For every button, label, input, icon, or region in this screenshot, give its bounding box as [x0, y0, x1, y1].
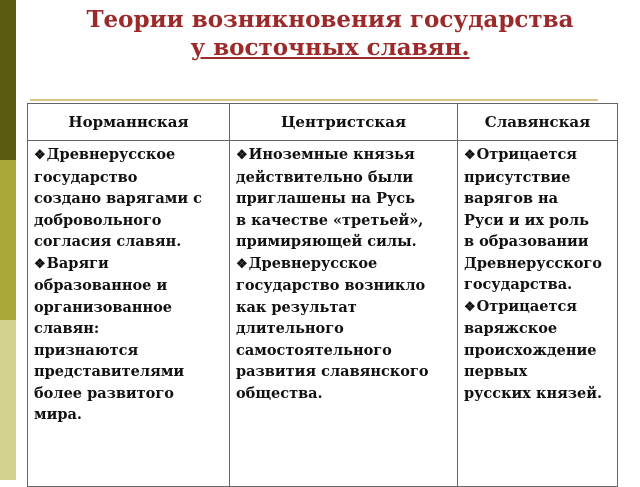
- list-item: [464, 144, 613, 296]
- diamond-dots-bullet-icon: ❖: [34, 256, 46, 272]
- list-item-text: Отрицается присутствие варягов на Руси и их роль в образовании Древнерусского государства.: [464, 146, 602, 293]
- title-divider: [30, 99, 598, 101]
- slide-title-line-2: у восточных славян.: [190, 34, 470, 61]
- list-item: [34, 144, 225, 253]
- table-header-row: [28, 104, 618, 141]
- column-header-slavic: Славянская: [458, 104, 618, 141]
- list-item: [236, 253, 453, 405]
- diamond-dots-bullet-icon: ❖: [464, 299, 476, 315]
- diamond-dots-bullet-icon: ❖: [236, 256, 248, 272]
- list-item-text: Варяги образованное и организованное славян: признаются представителями более развитого мира.: [34, 254, 185, 423]
- diamond-dots-bullet-icon: ❖: [34, 148, 46, 163]
- list-item: [34, 253, 225, 426]
- decorative-side-bar-middle: [0, 160, 16, 320]
- list-item-text: Иноземные князья действительно были приглашены на Русь в качестве «третьей», примиряющей силы.: [236, 146, 424, 250]
- slavic-theory-cell: [458, 141, 618, 487]
- column-header-norman: Норманнская: [28, 104, 230, 141]
- diamond-dots-bullet-icon: ❖: [236, 148, 248, 163]
- decorative-side-bar-top: [0, 0, 16, 160]
- theories-table: [27, 103, 618, 487]
- norman-theory-cell: [28, 141, 230, 487]
- list-item: [236, 144, 453, 253]
- list-item-text: Отрицается варяжское происхождение первых русских князей.: [464, 297, 603, 402]
- slide-title-line-1: Теории возникновения государства: [86, 6, 574, 33]
- list-item-text: Древнерусское государство создано варягами с добровольного согласия славян.: [34, 146, 202, 250]
- decorative-side-bar-bottom: [0, 320, 16, 480]
- table-row: [28, 141, 618, 487]
- list-item: [464, 296, 613, 405]
- centrist-theory-cell: [230, 141, 458, 487]
- diamond-dots-bullet-icon: ❖: [464, 148, 476, 163]
- slide-title: [30, 6, 630, 62]
- list-item-text: Древнерусское государство возникло как результат длительного самостоятельного развития славянского общества.: [236, 254, 429, 402]
- column-header-centrist: Центристская: [230, 104, 458, 141]
